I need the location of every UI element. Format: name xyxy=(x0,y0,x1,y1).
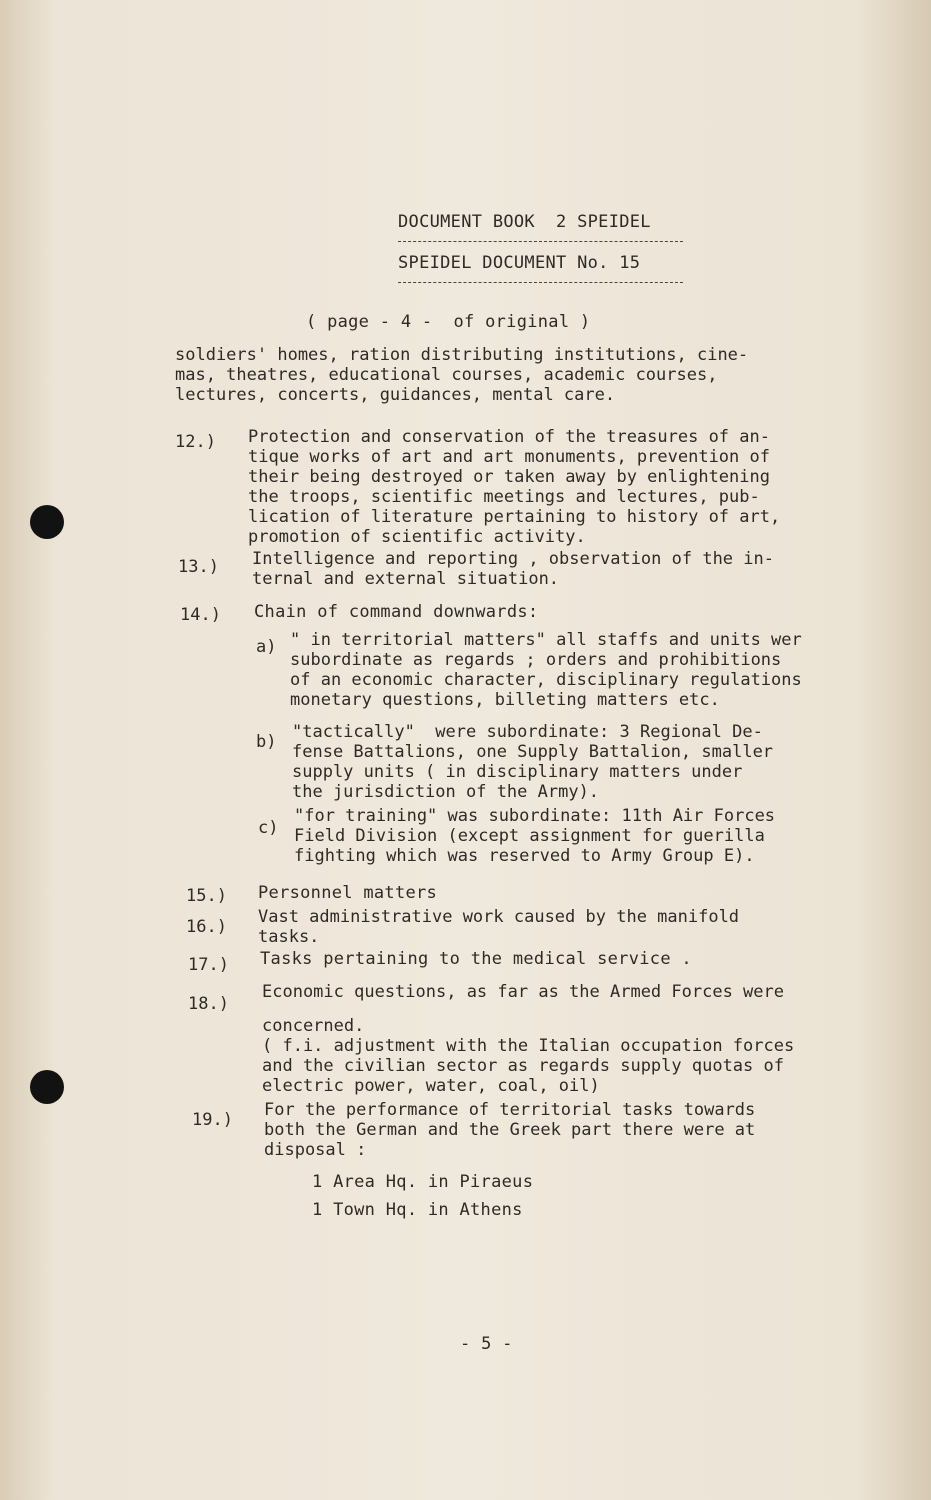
item-line: " in territorial matters" all staffs and units wer xyxy=(290,630,802,650)
sub-item-c-text xyxy=(294,806,775,866)
item-line: both the German and the Greek part there were at xyxy=(264,1120,756,1140)
item-line: Field Division (except assignment for guerilla xyxy=(294,826,765,846)
item-number-12: 12.) xyxy=(175,432,216,452)
item-line: concerned. xyxy=(262,1016,365,1036)
sub-item-c-label: c) xyxy=(258,818,279,838)
item-line: tique works of art and art monuments, prevention of xyxy=(248,447,770,467)
item-line: of an economic character, disciplinary regulations xyxy=(290,670,802,690)
item-number-18: 18.) xyxy=(188,994,229,1014)
area-hq-entry: 1 Area Hq. in Piraeus xyxy=(312,1172,534,1192)
item-line: their being destroyed or taken away by enlightening xyxy=(248,467,770,487)
item-15-text: Personnel matters xyxy=(258,883,438,903)
original-page-reference: ( page - 4 - of original ) xyxy=(306,312,591,332)
item-line: ( f.i. adjustment with the Italian occupation forces xyxy=(262,1036,795,1056)
item-line: For the performance of territorial tasks towards xyxy=(264,1100,756,1120)
item-line: ternal and external situation. xyxy=(252,569,560,589)
item-line: lication of literature pertaining to history of art, xyxy=(248,507,781,527)
item-number-16: 16.) xyxy=(186,917,227,937)
item-line: fense Battalions, one Supply Battalion, smaller xyxy=(292,742,774,762)
item-number-17: 17.) xyxy=(188,955,229,975)
item-number-15: 15.) xyxy=(186,886,227,906)
item-13-text xyxy=(252,549,774,589)
item-number-19: 19.) xyxy=(192,1110,233,1130)
header-divider-2 xyxy=(398,282,683,283)
item-line: supply units ( in disciplinary matters under xyxy=(292,762,743,782)
item-line: tasks. xyxy=(258,927,320,947)
sub-item-a-text xyxy=(290,630,802,710)
intro-line: soldiers' homes, ration distributing institutions, cine- xyxy=(175,345,749,365)
item-16-text xyxy=(258,907,739,947)
sub-item-a-label: a) xyxy=(256,637,277,657)
page-number: - 5 - xyxy=(460,1334,513,1354)
item-line: Protection and conservation of the treasures of an- xyxy=(248,427,770,447)
punch-hole-top xyxy=(30,505,64,539)
item-line: Vast administrative work caused by the manifold xyxy=(258,907,740,927)
intro-line: mas, theatres, educational courses, academic courses, xyxy=(175,365,718,385)
punch-hole-bottom xyxy=(30,1070,64,1104)
item-line: monetary questions, billeting matters etc. xyxy=(290,690,720,710)
sub-item-b-label: b) xyxy=(256,732,277,752)
sub-item-b-text xyxy=(292,722,773,802)
item-line: the jurisdiction of the Army). xyxy=(292,782,600,802)
item-line: "for training" was subordinate: 11th Air Forces xyxy=(294,806,776,826)
item-line: promotion of scientific activity. xyxy=(248,527,586,547)
document-number: SPEIDEL DOCUMENT No. 15 xyxy=(398,253,641,273)
intro-paragraph xyxy=(175,345,748,405)
item-number-13: 13.) xyxy=(178,557,219,577)
item-line: electric power, water, coal, oil) xyxy=(262,1076,600,1096)
item-line: subordinate as regards ; orders and prohibitions xyxy=(290,650,782,670)
item-number-14: 14.) xyxy=(180,605,221,625)
item-line: "tactically" were subordinate: 3 Regional De- xyxy=(292,722,763,742)
item-line: the troops, scientific meetings and lectures, pub- xyxy=(248,487,760,507)
item-line: and the civilian sector as regards supply quotas of xyxy=(262,1056,784,1076)
item-17-text: Tasks pertaining to the medical service . xyxy=(260,949,692,969)
item-line: Intelligence and reporting , observation of the in- xyxy=(252,549,774,569)
item-line: Economic questions, as far as the Armed Forces were xyxy=(262,982,784,1002)
item-19-text xyxy=(264,1100,755,1160)
item-12-text xyxy=(248,427,780,547)
item-line: fighting which was reserved to Army Group E). xyxy=(294,846,755,866)
header-divider-1 xyxy=(398,241,683,242)
document-book-title: DOCUMENT BOOK 2 SPEIDEL xyxy=(398,212,651,232)
town-hq-entry: 1 Town Hq. in Athens xyxy=(312,1200,523,1220)
intro-line: lectures, concerts, guidances, mental care. xyxy=(175,385,616,405)
item-14-heading: Chain of command downwards: xyxy=(254,602,539,622)
item-18-text xyxy=(262,982,794,1096)
item-line: disposal : xyxy=(264,1140,367,1160)
